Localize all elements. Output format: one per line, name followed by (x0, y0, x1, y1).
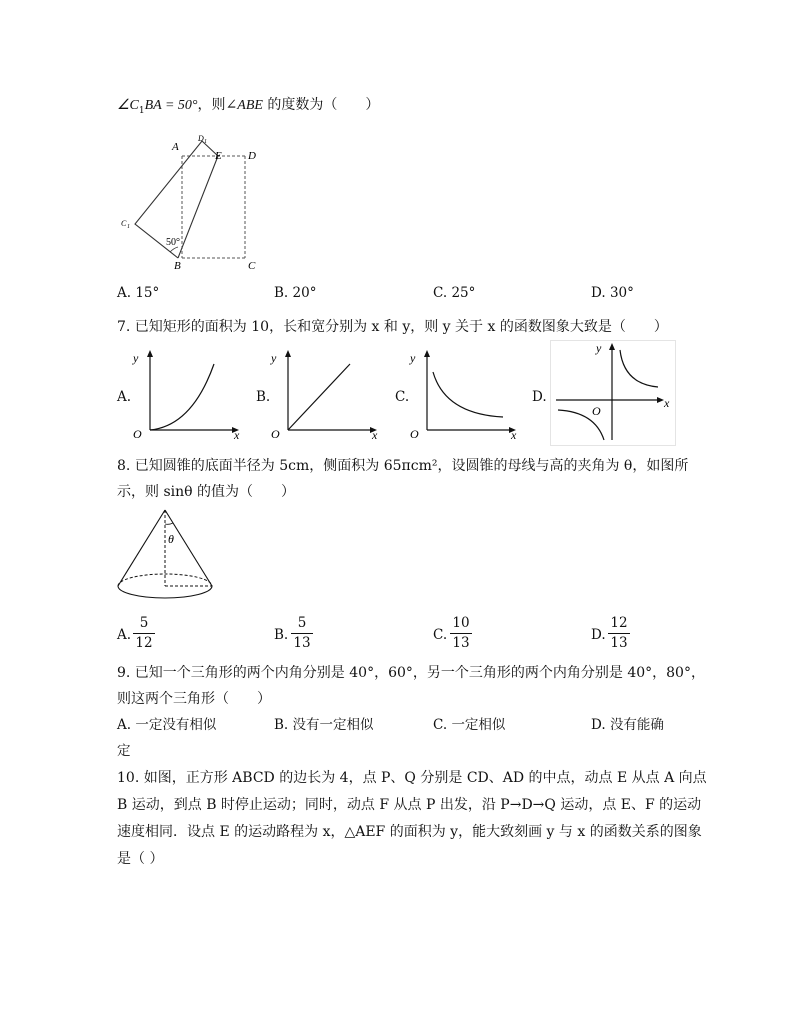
q6-option-d[interactable] (591, 283, 634, 303)
theta-label: θ (168, 532, 174, 546)
q6-label-e: E (215, 150, 222, 162)
cone-base-front (118, 586, 212, 598)
x-axis-arrow (657, 397, 664, 403)
y-label: y (596, 341, 602, 355)
q9-option-letter: B. (274, 717, 289, 733)
q6-option-text: 30° (609, 285, 634, 301)
fraction-bar (133, 633, 155, 634)
q6-option-text: 20° (292, 285, 317, 301)
q9-option-letter: D. (591, 717, 606, 733)
fraction-numerator: 5 (139, 615, 149, 631)
fraction-bar (450, 633, 472, 634)
q6-stem-abe: ABE (237, 98, 263, 113)
q9-stem-line2: 则这两个三角形（ ） (117, 691, 271, 707)
x-label: x (372, 428, 378, 440)
q7-graph-b[interactable] (268, 348, 383, 440)
q7-option-c-label[interactable]: C. (395, 389, 410, 405)
q6-label-c: C (248, 260, 256, 272)
y-label: y (410, 351, 416, 365)
fraction-numerator: 12 (610, 615, 628, 631)
curve-parabola (150, 364, 214, 430)
curve-hyperbola (433, 372, 503, 417)
q10-stem-line2: B 运动，到点 B 时停止运动；同时，动点 F 从点 P 出发，沿 P→D→Q 运动，点 E、F 的运动 (117, 797, 702, 813)
q6-angle-symbol: ∠C (117, 98, 139, 113)
y-axis-arrow (609, 343, 615, 350)
q9-option-letter: A. (117, 717, 132, 733)
q6-label-c1-sub: 1 (127, 224, 130, 230)
fraction-numerator: 10 (452, 615, 470, 631)
x-label: x (511, 428, 517, 440)
fraction-bar (291, 633, 313, 634)
q6-label-d1-sub: 1 (204, 139, 207, 145)
fraction-numerator: 5 (297, 615, 307, 631)
q6-stem-end: 的度数为（ ） (262, 97, 380, 113)
q6-option-letter: C. (433, 285, 448, 301)
q6-angle-value: BA = 50° (144, 98, 198, 113)
x-label: x (664, 396, 670, 410)
q6-label-a: A (172, 141, 179, 153)
y-axis-arrow (147, 350, 153, 357)
cone-slant-left (118, 510, 165, 586)
q8-option-d-label[interactable]: D. (591, 627, 606, 643)
q6-option-a[interactable] (117, 283, 159, 303)
origin-label: O (592, 404, 601, 418)
q6-option-letter: B. (274, 285, 289, 301)
fraction-denominator: 13 (610, 635, 628, 651)
q6-label-b: B (174, 260, 181, 272)
q7-option-b-label[interactable]: B. (256, 389, 271, 405)
q9-option-letter: C. (433, 717, 448, 733)
q7-graph-c[interactable] (407, 348, 522, 440)
q7-option-d-label[interactable]: D. (532, 389, 547, 405)
q10-stem-line1: 10. 如图，正方形 ABCD 的边长为 4，点 P、Q 分别是 CD、AD 的中点，动点 E 从点 A 向点 (117, 770, 707, 786)
q9-option-d[interactable] (591, 715, 664, 735)
q8-stem-line2: 示，则 sinθ 的值为（ ） (117, 484, 296, 500)
q8-stem-line1: 8. 已知圆锥的底面半径为 5cm，侧面积为 65πcm²，设圆锥的母线与高的夹角为 θ，如图所 (117, 458, 689, 474)
fraction-bar (608, 633, 630, 634)
q6-label-angle: 50° (166, 237, 180, 248)
q6-option-letter: A. (117, 285, 132, 301)
q9-option-c[interactable] (433, 715, 505, 735)
graph-frame (551, 341, 676, 446)
q6-option-b[interactable] (274, 283, 316, 303)
q6-option-letter: D. (591, 285, 606, 301)
q8-option-b-fraction[interactable] (289, 615, 315, 652)
q6-option-text: 25° (451, 285, 476, 301)
q8-option-b-label[interactable]: B. (274, 627, 289, 643)
y-axis-arrow (424, 350, 430, 357)
q6-label-d1: D (198, 134, 204, 143)
origin-label: O (271, 427, 280, 440)
origin-label: O (410, 427, 419, 440)
q9-option-a[interactable] (117, 715, 216, 735)
q8-option-d-fraction[interactable] (606, 615, 632, 652)
q8-option-a-label[interactable]: A. (117, 627, 132, 643)
q7-option-a-label[interactable]: A. (117, 389, 132, 405)
q6-option-text: 15° (135, 285, 160, 301)
q10-stem-line4: 是（ ） (117, 851, 164, 867)
line-proportional (288, 364, 350, 430)
fraction-denominator: 12 (135, 635, 153, 651)
q6-option-c[interactable] (433, 283, 475, 303)
curve-branch-upper (620, 350, 658, 387)
q8-option-a-fraction[interactable] (131, 615, 157, 652)
q6-stem (117, 95, 379, 121)
q7-stem: 7. 已知矩形的面积为 10，长和宽分别为 x 和 y，则 y 关于 x 的函数图象大致是（ ） (117, 319, 668, 335)
q6-angle-sub: 1 (138, 105, 145, 116)
theta-arc (165, 523, 173, 524)
q6-stem-tail: ，则∠ (197, 97, 238, 113)
fraction-denominator: 13 (293, 635, 311, 651)
q8-option-c-fraction[interactable] (448, 615, 474, 652)
q6-figure (110, 128, 270, 276)
q10-stem-line3: 速度相同．设点 E 的运动路程为 x，△AEF 的面积为 y，能大致刻画 y 与 x 的函数关系的图象 (117, 824, 702, 840)
q8-cone-figure (112, 506, 216, 608)
q9-option-text: 没有一定相似 (292, 717, 374, 733)
q7-graph-a[interactable] (130, 348, 245, 440)
fraction-denominator: 13 (452, 635, 470, 651)
y-axis-arrow (285, 350, 291, 357)
q6-label-c1: C (121, 219, 127, 228)
q8-option-c-label[interactable]: C. (433, 627, 448, 643)
q9-option-text: 一定相似 (451, 717, 506, 733)
q6-label-d: D (248, 150, 256, 162)
y-label: y (271, 351, 277, 365)
x-label: x (234, 428, 240, 440)
q9-option-text: 没有能确 (609, 717, 664, 733)
q7-graph-d[interactable] (550, 340, 676, 446)
q9-option-b[interactable] (274, 715, 374, 735)
q9-option-text: 一定没有相似 (135, 717, 217, 733)
q9-option-d-wrap: 定 (117, 743, 131, 759)
q9-stem-line1: 9. 已知一个三角形的两个内角分别是 40°，60°，另一个三角形的两个内角分别是 40°，80°， (117, 665, 705, 681)
origin-label: O (133, 427, 142, 440)
y-label: y (133, 351, 139, 365)
